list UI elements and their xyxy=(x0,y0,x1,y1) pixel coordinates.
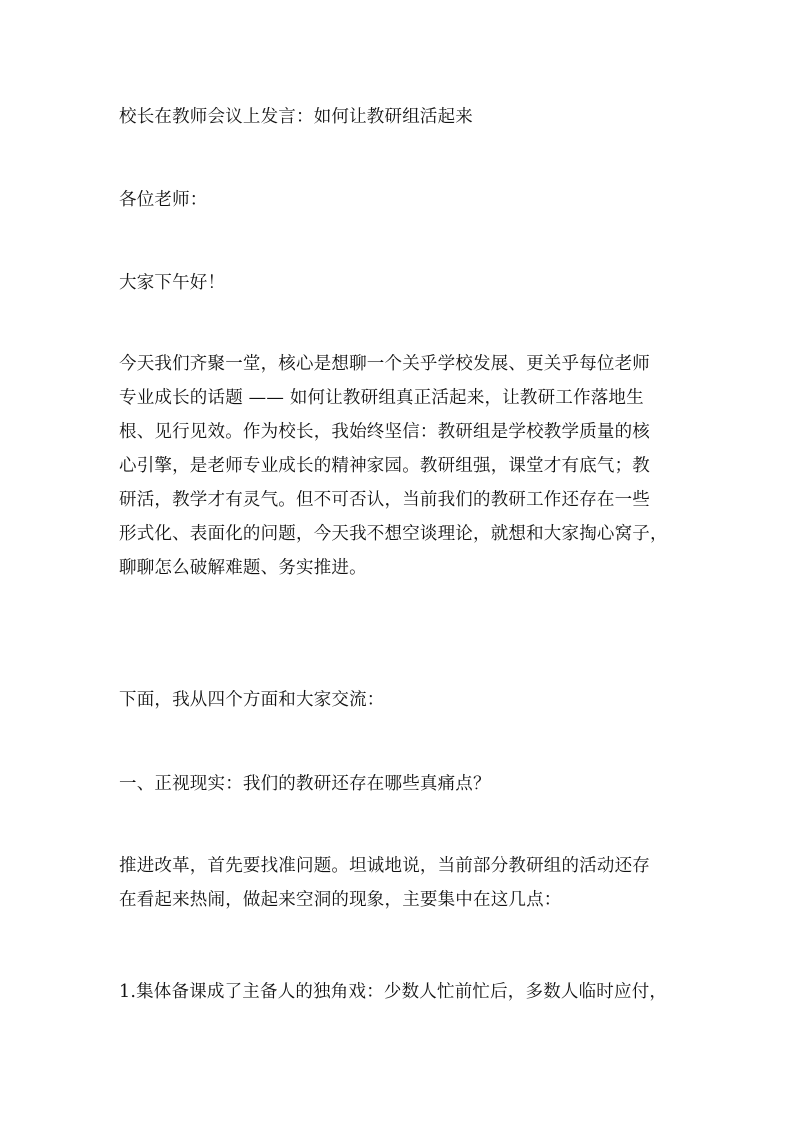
intro-line: 研活，教学才有灵气。但不可否认，当前我们的教研工作还存在一些 xyxy=(119,490,650,510)
intro-line: 心引擎，是老师专业成长的精神家园。教研组强，课堂才有底气；教 xyxy=(119,456,650,476)
intro-line: 专业成长的话题 —— 如何让教研组真正活起来，让教研工作落地生 xyxy=(119,388,644,408)
point-1-line: 1.集体备课成了主备人的独角戏：少数人忙前忙后，多数人临时应付， xyxy=(119,982,668,1002)
document-title: 校长在教师会议上发言：如何让教研组活起来 xyxy=(119,107,473,127)
intro-line: 聊聊怎么破解难题、务实推进。 xyxy=(119,558,367,578)
intro-line: 根、见行见效。作为校长，我始终坚信：教研组是学校教学质量的核 xyxy=(119,422,650,442)
salutation: 各位老师： xyxy=(119,190,208,210)
intro-paragraph xyxy=(119,347,685,585)
section-1-heading: 一、正视现实：我们的教研还存在哪些真痛点？ xyxy=(119,774,491,794)
section-1-body-line: 在看起来热闹，做起来空洞的现象，主要集中在这几点： xyxy=(119,890,562,910)
intro-line: 今天我们齐聚一堂，核心是想聊一个关乎学校发展、更关乎每位老师 xyxy=(119,354,650,374)
section-1-body-line: 推进改革，首先要找准问题。坦诚地说，当前部分教研组的活动还存 xyxy=(119,856,650,876)
transition-text: 下面，我从四个方面和大家交流： xyxy=(119,690,385,710)
intro-line: 形式化、表面化的问题，今天我不想空谈理论，就想和大家掏心窝子， xyxy=(119,524,668,544)
section-1-body xyxy=(119,849,685,917)
greeting: 大家下午好！ xyxy=(119,273,226,293)
